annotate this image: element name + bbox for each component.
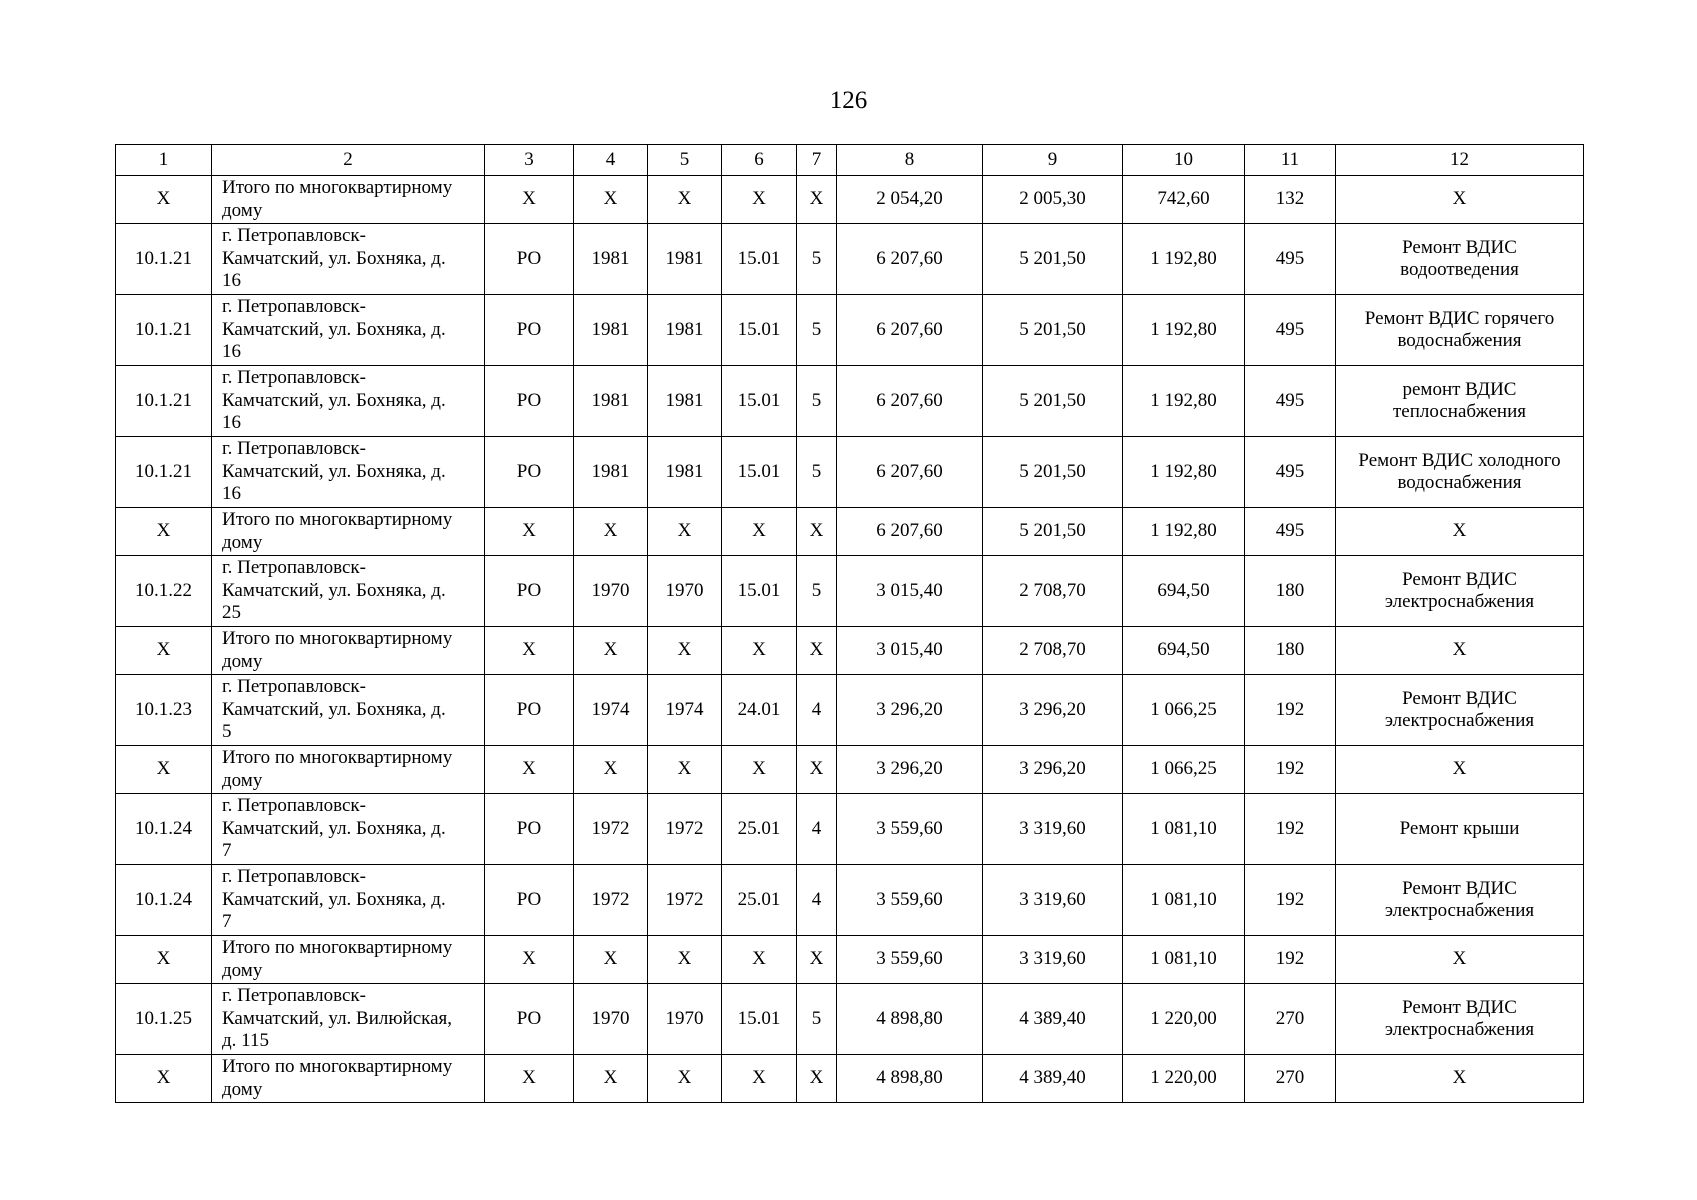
year-cell: Х: [648, 936, 722, 984]
year-built-cell: Х: [574, 627, 648, 675]
work-code-cell: 25.01: [722, 865, 797, 936]
year-built-cell: 1981: [574, 295, 648, 366]
work-code-cell: 15.01: [722, 366, 797, 437]
address-cell: г. Петропавловск- Камчатский, ул. Бохняка, д. 7: [212, 794, 485, 865]
residents-cell: 270: [1245, 1055, 1336, 1103]
floors-cell: Х: [797, 746, 837, 794]
total-area-cell: 3 015,40: [837, 556, 983, 627]
fund-method-cell: Х: [485, 936, 574, 984]
column-number-header: 5: [648, 145, 722, 176]
total-area-cell: 3 559,60: [837, 936, 983, 984]
premises-area-cell: 4 389,40: [983, 1055, 1123, 1103]
area-cell: 1 066,25: [1123, 746, 1245, 794]
column-number-header: 10: [1123, 145, 1245, 176]
column-number-header: 9: [983, 145, 1123, 176]
area-cell: 1 081,10: [1123, 865, 1245, 936]
floors-cell: Х: [797, 508, 837, 556]
work-type-cell: Ремонт ВДИС электроснабжения: [1336, 865, 1584, 936]
total-area-cell: 3 296,20: [837, 746, 983, 794]
address-cell: Итого по многоквартирному дому: [212, 936, 485, 984]
page-number: 126: [829, 87, 868, 114]
column-number-header: 7: [797, 145, 837, 176]
total-area-cell: 2 054,20: [837, 176, 983, 224]
work-code-cell: Х: [722, 936, 797, 984]
residents-cell: 495: [1245, 508, 1336, 556]
column-number-header: 12: [1336, 145, 1584, 176]
work-type-cell: Ремонт ВДИС электроснабжения: [1336, 556, 1584, 627]
residents-cell: 132: [1245, 176, 1336, 224]
fund-method-cell: РО: [485, 295, 574, 366]
year-built-cell: 1970: [574, 556, 648, 627]
column-number-header: 3: [485, 145, 574, 176]
residents-cell: 192: [1245, 794, 1336, 865]
residents-cell: 192: [1245, 865, 1336, 936]
floors-cell: 5: [797, 556, 837, 627]
floors-cell: 4: [797, 794, 837, 865]
column-number-header: 2: [212, 145, 485, 176]
year-built-cell: 1981: [574, 437, 648, 508]
year-built-cell: Х: [574, 936, 648, 984]
area-cell: 742,60: [1123, 176, 1245, 224]
premises-area-cell: 3 296,20: [983, 746, 1123, 794]
work-code-cell: Х: [722, 176, 797, 224]
floors-cell: Х: [797, 627, 837, 675]
year-built-cell: 1981: [574, 224, 648, 295]
table-row: [116, 675, 1584, 746]
number-cell: Х: [116, 746, 212, 794]
number-cell: 10.1.21: [116, 366, 212, 437]
number-cell: 10.1.22: [116, 556, 212, 627]
floors-cell: Х: [797, 1055, 837, 1103]
table-header: [116, 145, 1584, 176]
year-built-cell: Х: [574, 508, 648, 556]
work-type-cell: Х: [1336, 508, 1584, 556]
floors-cell: Х: [797, 176, 837, 224]
total-row: [116, 176, 1584, 224]
premises-area-cell: 3 319,60: [983, 794, 1123, 865]
table-row: [116, 984, 1584, 1055]
year-cell: Х: [648, 746, 722, 794]
area-cell: 1 066,25: [1123, 675, 1245, 746]
table-row: [116, 366, 1584, 437]
residents-cell: 192: [1245, 675, 1336, 746]
premises-area-cell: 5 201,50: [983, 508, 1123, 556]
residents-cell: 495: [1245, 295, 1336, 366]
area-cell: 1 081,10: [1123, 794, 1245, 865]
year-built-cell: 1974: [574, 675, 648, 746]
year-cell: 1981: [648, 224, 722, 295]
residents-cell: 192: [1245, 746, 1336, 794]
number-cell: 10.1.21: [116, 437, 212, 508]
header-row: [116, 145, 1584, 176]
number-cell: Х: [116, 627, 212, 675]
fund-method-cell: РО: [485, 794, 574, 865]
work-code-cell: 15.01: [722, 295, 797, 366]
total-area-cell: 3 296,20: [837, 675, 983, 746]
area-cell: 1 192,80: [1123, 224, 1245, 295]
area-cell: 1 220,00: [1123, 984, 1245, 1055]
column-number-header: 8: [837, 145, 983, 176]
address-cell: г. Петропавловск- Камчатский, ул. Вилюйская, д. 115: [212, 984, 485, 1055]
work-code-cell: 15.01: [722, 224, 797, 295]
premises-area-cell: 2 708,70: [983, 627, 1123, 675]
table-row: [116, 295, 1584, 366]
table-body: [116, 176, 1584, 1103]
fund-method-cell: РО: [485, 366, 574, 437]
total-row: [116, 1055, 1584, 1103]
total-area-cell: 6 207,60: [837, 366, 983, 437]
work-type-cell: Ремонт ВДИС электроснабжения: [1336, 675, 1584, 746]
residents-cell: 270: [1245, 984, 1336, 1055]
column-number-header: 11: [1245, 145, 1336, 176]
number-cell: 10.1.24: [116, 794, 212, 865]
total-area-cell: 6 207,60: [837, 224, 983, 295]
work-type-cell: Ремонт ВДИС горячего водоснабжения: [1336, 295, 1584, 366]
fund-method-cell: Х: [485, 176, 574, 224]
column-number-header: 1: [116, 145, 212, 176]
address-cell: Итого по многоквартирному дому: [212, 1055, 485, 1103]
total-row: [116, 627, 1584, 675]
work-type-cell: Х: [1336, 627, 1584, 675]
area-cell: 1 192,80: [1123, 437, 1245, 508]
column-number-header: 4: [574, 145, 648, 176]
fund-method-cell: РО: [485, 984, 574, 1055]
work-type-cell: Ремонт ВДИС электроснабжения: [1336, 984, 1584, 1055]
premises-area-cell: 5 201,50: [983, 224, 1123, 295]
floors-cell: 5: [797, 984, 837, 1055]
premises-area-cell: 5 201,50: [983, 437, 1123, 508]
year-cell: Х: [648, 176, 722, 224]
work-type-cell: Х: [1336, 1055, 1584, 1103]
address-cell: г. Петропавловск- Камчатский, ул. Бохняка, д. 16: [212, 224, 485, 295]
residents-cell: 180: [1245, 556, 1336, 627]
work-code-cell: Х: [722, 1055, 797, 1103]
total-row: [116, 936, 1584, 984]
address-cell: Итого по многоквартирному дому: [212, 746, 485, 794]
work-code-cell: 25.01: [722, 794, 797, 865]
area-cell: 1 192,80: [1123, 508, 1245, 556]
premises-area-cell: 2 005,30: [983, 176, 1123, 224]
table-row: [116, 437, 1584, 508]
address-cell: г. Петропавловск- Камчатский, ул. Бохняка, д. 5: [212, 675, 485, 746]
address-cell: Итого по многоквартирному дому: [212, 176, 485, 224]
number-cell: Х: [116, 1055, 212, 1103]
table-row: [116, 224, 1584, 295]
work-code-cell: 15.01: [722, 984, 797, 1055]
address-cell: г. Петропавловск- Камчатский, ул. Бохняка, д. 16: [212, 366, 485, 437]
address-cell: Итого по многоквартирному дому: [212, 627, 485, 675]
year-built-cell: Х: [574, 1055, 648, 1103]
number-cell: 10.1.25: [116, 984, 212, 1055]
year-cell: 1970: [648, 984, 722, 1055]
total-area-cell: 3 015,40: [837, 627, 983, 675]
work-code-cell: Х: [722, 746, 797, 794]
year-built-cell: Х: [574, 746, 648, 794]
work-type-cell: Ремонт ВДИС водоотведения: [1336, 224, 1584, 295]
fund-method-cell: РО: [485, 865, 574, 936]
capital-repair-table: [115, 144, 1584, 1103]
area-cell: 694,50: [1123, 556, 1245, 627]
number-cell: 10.1.21: [116, 295, 212, 366]
premises-area-cell: 3 319,60: [983, 936, 1123, 984]
fund-method-cell: РО: [485, 437, 574, 508]
residents-cell: 192: [1245, 936, 1336, 984]
total-area-cell: 4 898,80: [837, 984, 983, 1055]
total-area-cell: 6 207,60: [837, 295, 983, 366]
premises-area-cell: 3 319,60: [983, 865, 1123, 936]
area-cell: 1 192,80: [1123, 366, 1245, 437]
address-cell: Итого по многоквартирному дому: [212, 508, 485, 556]
floors-cell: 4: [797, 865, 837, 936]
number-cell: 10.1.24: [116, 865, 212, 936]
work-code-cell: 15.01: [722, 437, 797, 508]
floors-cell: 5: [797, 295, 837, 366]
work-type-cell: Ремонт ВДИС холодного водоснабжения: [1336, 437, 1584, 508]
year-built-cell: 1972: [574, 865, 648, 936]
area-cell: 1 192,80: [1123, 295, 1245, 366]
total-row: [116, 746, 1584, 794]
work-type-cell: Ремонт крыши: [1336, 794, 1584, 865]
residents-cell: 495: [1245, 224, 1336, 295]
floors-cell: 5: [797, 437, 837, 508]
address-cell: г. Петропавловск- Камчатский, ул. Бохняка, д. 16: [212, 437, 485, 508]
fund-method-cell: Х: [485, 508, 574, 556]
table-row: [116, 794, 1584, 865]
table-row: [116, 556, 1584, 627]
premises-area-cell: 3 296,20: [983, 675, 1123, 746]
total-area-cell: 4 898,80: [837, 1055, 983, 1103]
number-cell: 10.1.21: [116, 224, 212, 295]
work-code-cell: 15.01: [722, 556, 797, 627]
year-built-cell: 1970: [574, 984, 648, 1055]
total-area-cell: 6 207,60: [837, 437, 983, 508]
fund-method-cell: Х: [485, 1055, 574, 1103]
area-cell: 1 081,10: [1123, 936, 1245, 984]
residents-cell: 180: [1245, 627, 1336, 675]
year-cell: Х: [648, 627, 722, 675]
year-built-cell: Х: [574, 176, 648, 224]
work-type-cell: Х: [1336, 936, 1584, 984]
year-cell: 1974: [648, 675, 722, 746]
fund-method-cell: РО: [485, 675, 574, 746]
year-cell: 1972: [648, 865, 722, 936]
fund-method-cell: Х: [485, 746, 574, 794]
address-cell: г. Петропавловск- Камчатский, ул. Бохняка, д. 7: [212, 865, 485, 936]
work-code-cell: Х: [722, 508, 797, 556]
number-cell: 10.1.23: [116, 675, 212, 746]
table-row: [116, 865, 1584, 936]
address-cell: г. Петропавловск- Камчатский, ул. Бохняка, д. 25: [212, 556, 485, 627]
work-type-cell: ремонт ВДИС теплоснабжения: [1336, 366, 1584, 437]
floors-cell: 4: [797, 675, 837, 746]
residents-cell: 495: [1245, 437, 1336, 508]
premises-area-cell: 5 201,50: [983, 366, 1123, 437]
premises-area-cell: 4 389,40: [983, 984, 1123, 1055]
fund-method-cell: Х: [485, 627, 574, 675]
year-built-cell: 1972: [574, 794, 648, 865]
year-built-cell: 1981: [574, 366, 648, 437]
address-cell: г. Петропавловск- Камчатский, ул. Бохняка, д. 16: [212, 295, 485, 366]
premises-area-cell: 5 201,50: [983, 295, 1123, 366]
total-area-cell: 6 207,60: [837, 508, 983, 556]
fund-method-cell: РО: [485, 556, 574, 627]
year-cell: 1970: [648, 556, 722, 627]
year-cell: 1981: [648, 366, 722, 437]
area-cell: 694,50: [1123, 627, 1245, 675]
total-area-cell: 3 559,60: [837, 794, 983, 865]
area-cell: 1 220,00: [1123, 1055, 1245, 1103]
number-cell: Х: [116, 936, 212, 984]
year-cell: Х: [648, 1055, 722, 1103]
year-cell: 1972: [648, 794, 722, 865]
work-code-cell: Х: [722, 627, 797, 675]
total-area-cell: 3 559,60: [837, 865, 983, 936]
year-cell: 1981: [648, 437, 722, 508]
work-type-cell: Х: [1336, 176, 1584, 224]
floors-cell: Х: [797, 936, 837, 984]
work-type-cell: Х: [1336, 746, 1584, 794]
column-number-header: 6: [722, 145, 797, 176]
residents-cell: 495: [1245, 366, 1336, 437]
number-cell: Х: [116, 508, 212, 556]
number-cell: Х: [116, 176, 212, 224]
year-cell: 1981: [648, 295, 722, 366]
total-row: [116, 508, 1584, 556]
fund-method-cell: РО: [485, 224, 574, 295]
floors-cell: 5: [797, 224, 837, 295]
premises-area-cell: 2 708,70: [983, 556, 1123, 627]
year-cell: Х: [648, 508, 722, 556]
floors-cell: 5: [797, 366, 837, 437]
work-code-cell: 24.01: [722, 675, 797, 746]
